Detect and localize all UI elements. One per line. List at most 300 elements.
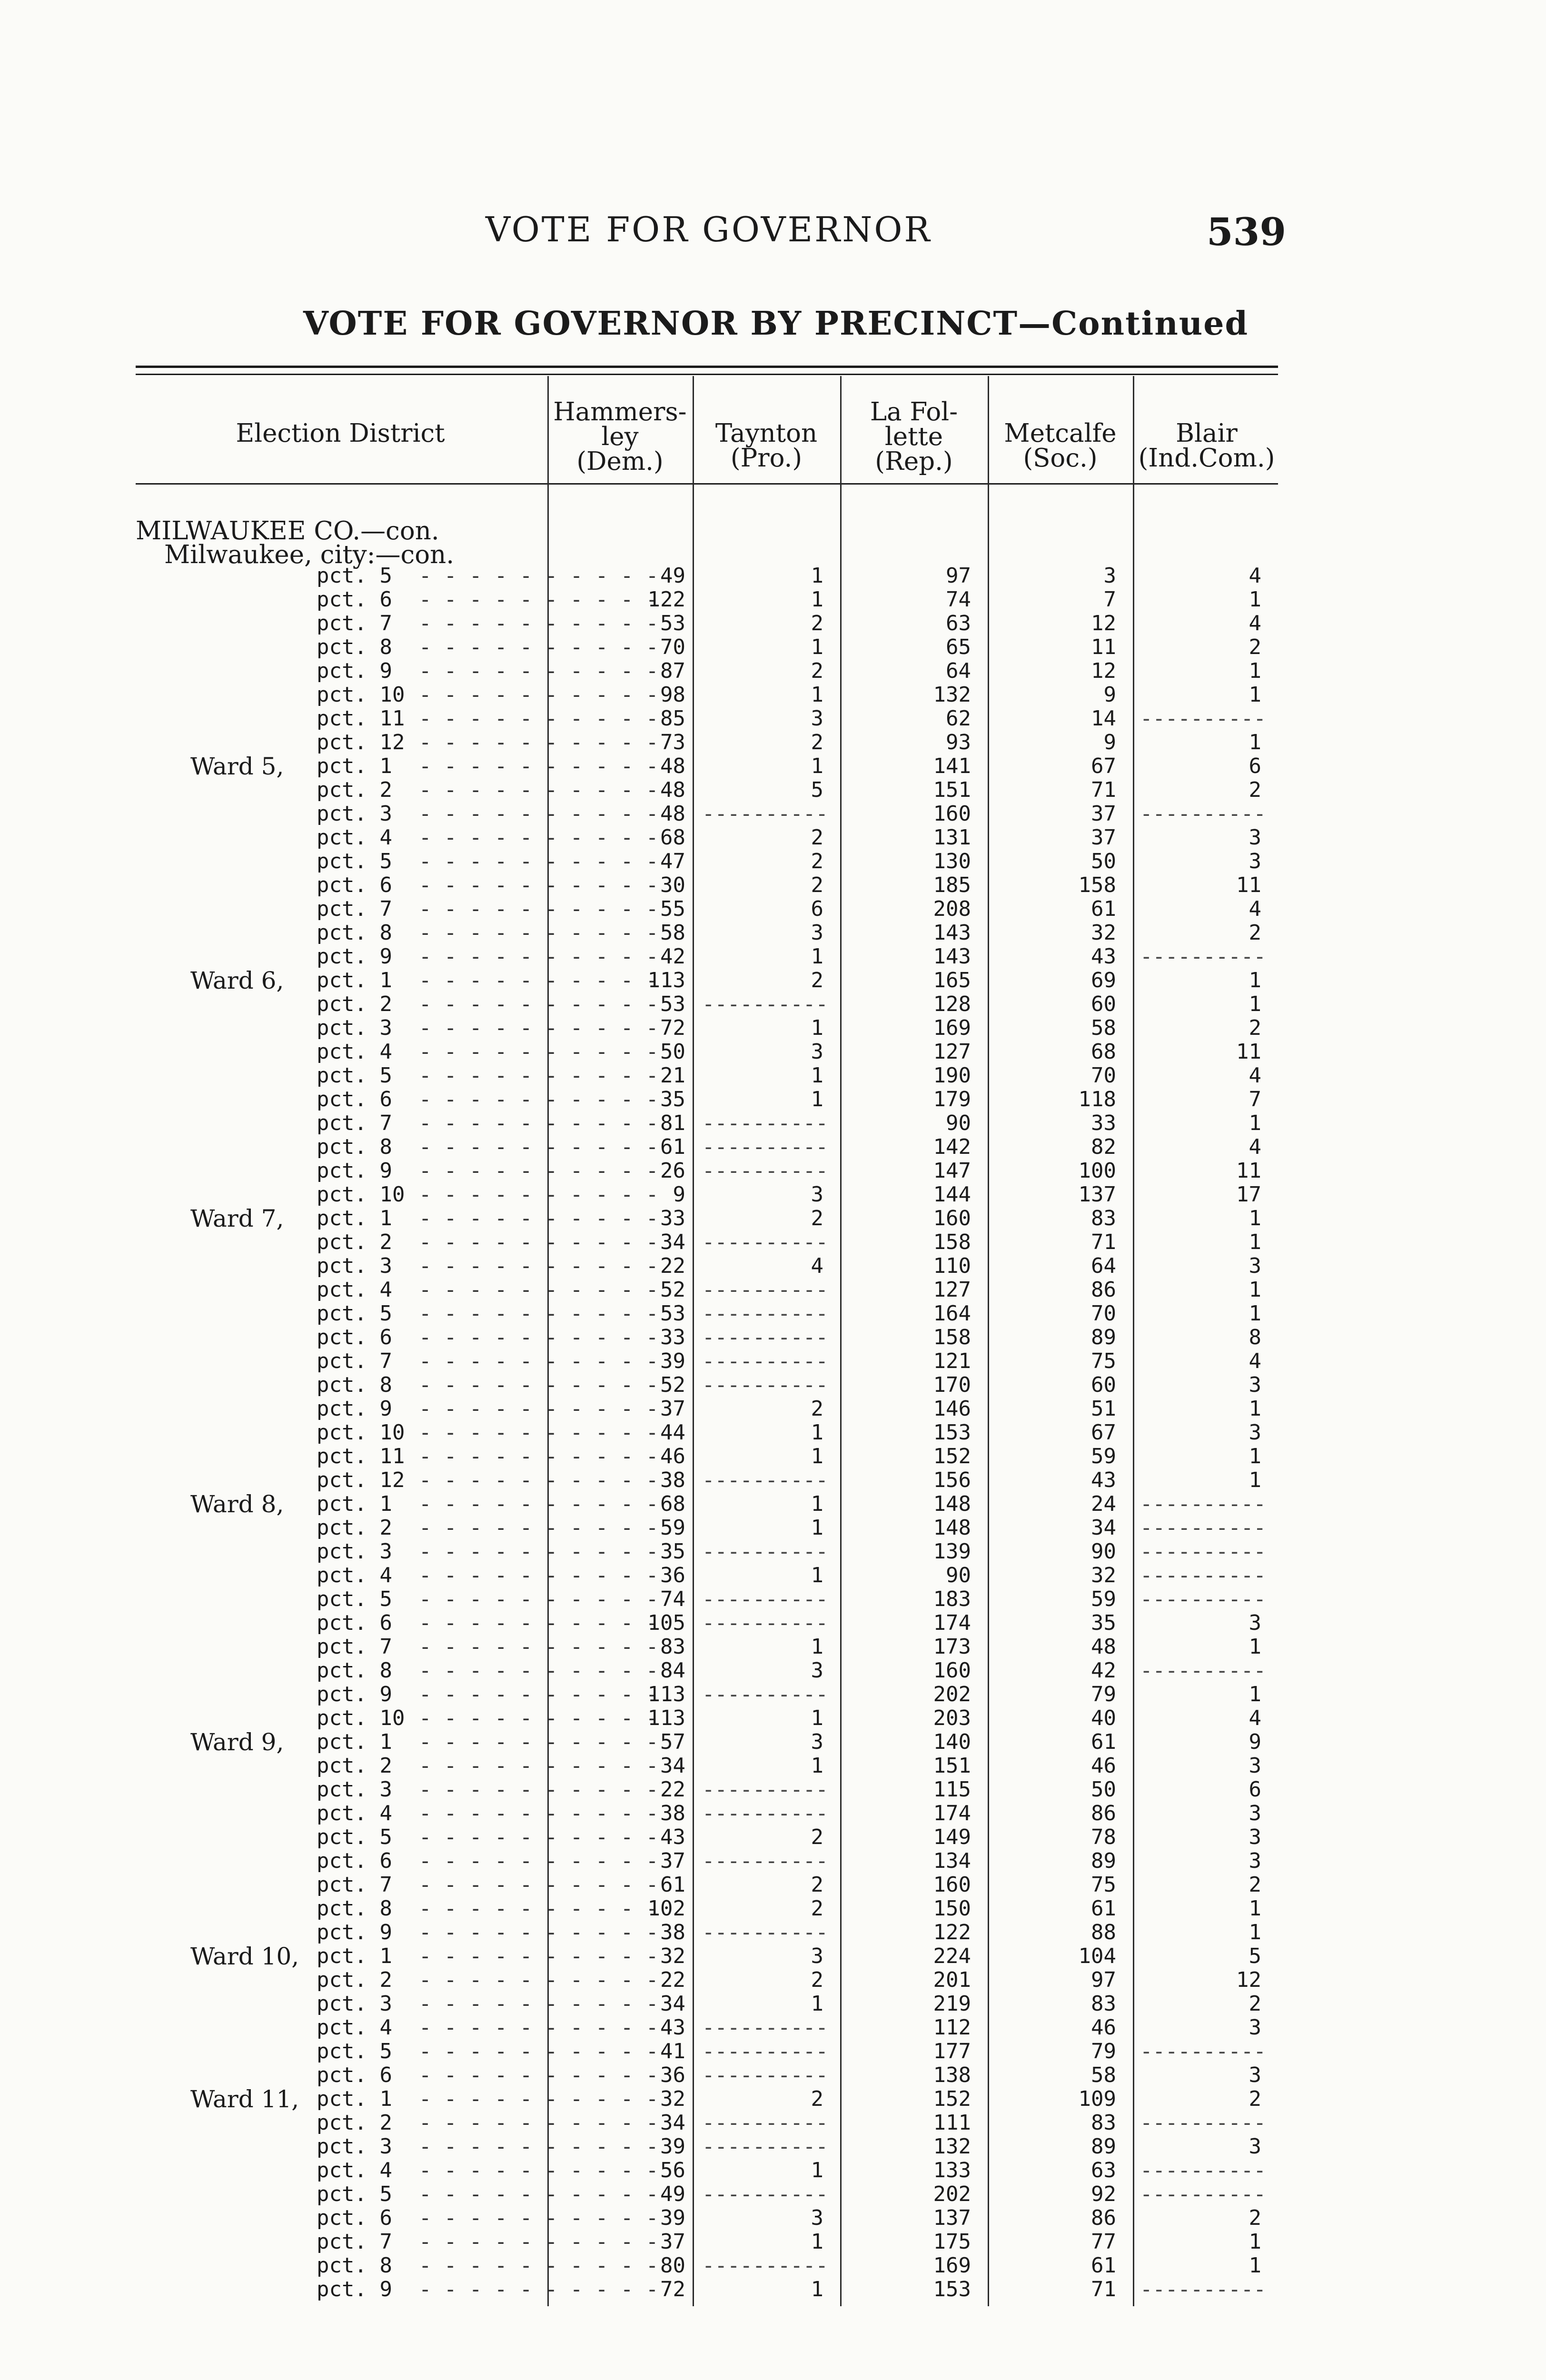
vote-cell-c5: 3: [1249, 825, 1261, 850]
county-heading: MILWAUKEE CO.—con.: [136, 516, 439, 545]
vote-cell-c5: 9: [1249, 1730, 1261, 1754]
vote-cell-c5: 2: [1249, 1873, 1261, 1897]
vote-cell-c5: 1: [1249, 1301, 1261, 1326]
empty-cell-dashes: ----------: [1140, 2182, 1266, 2206]
vote-cell-c4: 11: [1091, 635, 1116, 659]
vote-cell-c4: 33: [1091, 1111, 1116, 1135]
table-row: [0, 1397, 1546, 1421]
table-row: [0, 2278, 1546, 2301]
vote-cell-c1: 9: [673, 1182, 685, 1207]
vote-cell-c1: 48: [660, 802, 685, 826]
table-row: [0, 969, 1546, 992]
precinct-label: pct. 8: [317, 635, 392, 659]
table-row: [0, 1825, 1546, 1849]
vote-cell-c3: 153: [933, 1420, 971, 1445]
precinct-label: pct. 9: [317, 1159, 392, 1183]
vote-cell-c5: 2: [1249, 2206, 1261, 2230]
vote-cell-c1: 61: [660, 1135, 685, 1159]
vote-cell-c2: 2: [811, 849, 823, 873]
vote-cell-c1: 87: [660, 659, 685, 683]
precinct-label: pct. 12: [317, 730, 405, 754]
vote-cell-c3: 160: [933, 1206, 971, 1230]
vote-cell-c1: 98: [660, 683, 685, 707]
vote-cell-c3: 121: [933, 1349, 971, 1373]
precinct-label: pct. 8: [317, 1896, 392, 1921]
leader-dots: - - - - - - - - - -: [419, 611, 659, 635]
empty-cell-dashes: ----------: [702, 1611, 828, 1635]
vote-cell-c2: 1: [811, 587, 823, 612]
top-double-rule-1: [136, 366, 1278, 368]
empty-cell-dashes: ----------: [702, 1159, 828, 1183]
leader-dots: - - - - - - - - - -: [419, 2277, 659, 2301]
vote-cell-c4: 67: [1091, 1420, 1116, 1445]
precinct-label: pct. 5: [317, 1063, 392, 1088]
precinct-label: pct. 4: [317, 1278, 392, 1302]
table-row: [0, 1659, 1546, 1683]
vote-cell-c4: 68: [1091, 1040, 1116, 1064]
table-row: [0, 2087, 1546, 2111]
precinct-label: pct. 5: [317, 1825, 392, 1849]
vote-cell-c3: 174: [933, 1611, 971, 1635]
table-row: [0, 897, 1546, 921]
vote-cell-c4: 14: [1091, 706, 1116, 731]
table-row: [0, 2016, 1546, 2040]
vote-cell-c3: 122: [933, 1920, 971, 1944]
table-row: [0, 1159, 1546, 1183]
vote-cell-c1: 50: [660, 1040, 685, 1064]
empty-cell-dashes: ----------: [702, 1135, 828, 1159]
leader-dots: - - - - - - - - - -: [419, 1896, 659, 1921]
vote-cell-c1: 34: [660, 1754, 685, 1778]
leader-dots: - - - - - - - - - -: [419, 2087, 659, 2111]
precinct-label: pct. 6: [317, 1087, 392, 1111]
column-header-district: Election District: [236, 419, 445, 448]
vote-cell-c1: 22: [660, 1968, 685, 1992]
vote-cell-c3: 141: [933, 754, 971, 778]
vote-cell-c1: 35: [660, 1087, 685, 1111]
leader-dots: - - - - - - - - - -: [419, 944, 659, 969]
column-header-taynton: Taynton (Pro.): [715, 419, 818, 473]
leader-dots: - - - - - - - - - -: [419, 1182, 659, 1207]
leader-dots: - - - - - - - - - -: [419, 873, 659, 897]
precinct-label: pct. 6: [317, 2206, 392, 2230]
vote-cell-c4: 75: [1091, 1349, 1116, 1373]
vote-cell-c4: 83: [1091, 1206, 1116, 1230]
empty-cell-dashes: ----------: [1140, 1563, 1266, 1587]
vote-cell-c3: 190: [933, 1063, 971, 1088]
vote-cell-c5: 4: [1249, 1135, 1261, 1159]
leader-dots: - - - - - - - - - -: [419, 1278, 659, 1302]
vote-cell-c5: 5: [1249, 1944, 1261, 1968]
vote-cell-c3: 203: [933, 1706, 971, 1730]
vote-cell-c1: 68: [660, 825, 685, 850]
vote-cell-c3: 127: [933, 1278, 971, 1302]
table-row: [0, 588, 1546, 612]
vote-cell-c4: 50: [1091, 849, 1116, 873]
precinct-label: pct. 4: [317, 825, 392, 850]
table-row: [0, 754, 1546, 778]
table-row: [0, 1445, 1546, 1468]
leader-dots: - - - - - - - - - -: [419, 2134, 659, 2159]
precinct-label: pct. 2: [317, 2111, 392, 2135]
vote-cell-c1: 38: [660, 1801, 685, 1825]
vote-cell-c5: 1: [1249, 2230, 1261, 2254]
precinct-label: pct. 7: [317, 897, 392, 921]
precinct-label: pct. 2: [317, 1754, 392, 1778]
vote-cell-c5: 2: [1249, 2087, 1261, 2111]
precinct-label: pct. 5: [317, 1301, 392, 1326]
vote-cell-c1: 34: [660, 1992, 685, 2016]
table-row: [0, 1564, 1546, 1587]
leader-dots: - - - - - - - - - -: [419, 1492, 659, 1516]
vote-cell-c3: 138: [933, 2063, 971, 2087]
vote-cell-c3: 165: [933, 968, 971, 992]
table-row: [0, 2230, 1546, 2254]
vote-cell-c1: 44: [660, 1420, 685, 1445]
vote-cell-c4: 58: [1091, 1016, 1116, 1040]
vote-cell-c4: 12: [1091, 659, 1116, 683]
ward-label: Ward 6,: [190, 967, 284, 994]
vote-cell-c4: 37: [1091, 802, 1116, 826]
vote-cell-c3: 63: [946, 611, 971, 635]
table-row: [0, 1540, 1546, 1564]
vote-cell-c2: 2: [811, 611, 823, 635]
vote-cell-c2: 5: [811, 778, 823, 802]
vote-cell-c3: 174: [933, 1801, 971, 1825]
vote-cell-c5: 1: [1249, 1111, 1261, 1135]
vote-cell-c2: 3: [811, 2206, 823, 2230]
empty-cell-dashes: ----------: [1140, 1539, 1266, 1564]
vote-cell-c3: 140: [933, 1730, 971, 1754]
vote-cell-c3: 143: [933, 944, 971, 969]
vote-cell-c5: 7: [1249, 1087, 1261, 1111]
vote-cell-c3: 175: [933, 2230, 971, 2254]
vote-cell-c1: 39: [660, 2134, 685, 2159]
page-number: 539: [1207, 209, 1286, 254]
vote-cell-c4: 32: [1091, 1563, 1116, 1587]
vote-cell-c4: 79: [1091, 1682, 1116, 1706]
vote-cell-c3: 110: [933, 1254, 971, 1278]
vote-cell-c5: 4: [1249, 1706, 1261, 1730]
leader-dots: - - - - - - - - - -: [419, 1754, 659, 1778]
vote-cell-c4: 70: [1091, 1301, 1116, 1326]
vote-cell-c3: 201: [933, 1968, 971, 1992]
vote-cell-c3: 142: [933, 1135, 971, 1159]
precinct-label: pct. 1: [317, 968, 392, 992]
vote-cell-c5: 4: [1249, 1063, 1261, 1088]
table-row: [0, 635, 1546, 659]
leader-dots: - - - - - - - - - -: [419, 635, 659, 659]
vote-cell-c3: 146: [933, 1397, 971, 1421]
vote-cell-c5: 1: [1249, 968, 1261, 992]
leader-dots: - - - - - - - - - -: [419, 1373, 659, 1397]
leader-dots: - - - - - - - - - -: [419, 1206, 659, 1230]
vote-cell-c1: 41: [660, 2039, 685, 2063]
table-row: [0, 1302, 1546, 1326]
precinct-label: pct. 11: [317, 706, 405, 731]
leader-dots: - - - - - - - - - -: [419, 825, 659, 850]
precinct-label: pct. 1: [317, 2087, 392, 2111]
vote-cell-c1: 49: [660, 564, 685, 588]
vote-cell-c5: 3: [1249, 1611, 1261, 1635]
vote-cell-c3: 65: [946, 635, 971, 659]
precinct-label: pct. 3: [317, 802, 392, 826]
table-row: [0, 826, 1546, 850]
leader-dots: - - - - - - - - - -: [419, 1516, 659, 1540]
vote-cell-c1: 21: [660, 1063, 685, 1088]
leader-dots: - - - - - - - - - -: [419, 1325, 659, 1349]
vote-cell-c4: 86: [1091, 1801, 1116, 1825]
vote-cell-c5: 3: [1249, 2063, 1261, 2087]
ward-label: Ward 10,: [190, 1943, 299, 1970]
table-row: [0, 1921, 1546, 1944]
precinct-label: pct. 10: [317, 1420, 405, 1445]
precinct-label: pct. 3: [317, 2134, 392, 2159]
leader-dots: - - - - - - - - - -: [419, 1777, 659, 1802]
precinct-label: pct. 6: [317, 587, 392, 612]
table-row: [0, 1111, 1546, 1135]
vote-cell-c1: 57: [660, 1730, 685, 1754]
vote-cell-c2: 1: [811, 1516, 823, 1540]
table-row: [0, 612, 1546, 635]
vote-cell-c1: 113: [647, 968, 685, 992]
leader-dots: - - - - - - - - - -: [419, 1063, 659, 1088]
vote-cell-c3: 158: [933, 1325, 971, 1349]
table-row: [0, 2135, 1546, 2159]
table-row: [0, 1611, 1546, 1635]
table-row: [0, 1326, 1546, 1349]
table-row: [0, 1873, 1546, 1897]
vote-cell-c2: 3: [811, 1730, 823, 1754]
vote-cell-c5: 6: [1249, 754, 1261, 778]
ward-label: Ward 5,: [190, 753, 284, 780]
vote-cell-c5: 1: [1249, 1230, 1261, 1254]
vote-cell-c3: 202: [933, 2182, 971, 2206]
leader-dots: - - - - - - - - - -: [419, 1587, 659, 1611]
vote-cell-c5: 2: [1249, 778, 1261, 802]
vote-cell-c3: 132: [933, 683, 971, 707]
leader-dots: - - - - - - - - - -: [419, 1420, 659, 1445]
empty-cell-dashes: ----------: [702, 1587, 828, 1611]
vote-cell-c5: 1: [1249, 2253, 1261, 2278]
empty-cell-dashes: ----------: [702, 1325, 828, 1349]
precinct-label: pct. 3: [317, 1016, 392, 1040]
vote-cell-c3: 224: [933, 1944, 971, 1968]
vote-cell-c4: 35: [1091, 1611, 1116, 1635]
precinct-label: pct. 5: [317, 2182, 392, 2206]
vote-cell-c3: 179: [933, 1087, 971, 1111]
vote-cell-c2: 3: [811, 1040, 823, 1064]
empty-cell-dashes: ----------: [702, 1349, 828, 1373]
precinct-label: pct. 5: [317, 564, 392, 588]
table-row: [0, 1897, 1546, 1921]
table-row: [0, 1207, 1546, 1230]
table-row: [0, 2040, 1546, 2063]
vote-cell-c3: 169: [933, 2253, 971, 2278]
precinct-label: pct. 6: [317, 1325, 392, 1349]
vote-cell-c3: 127: [933, 1040, 971, 1064]
vote-cell-c1: 113: [647, 1706, 685, 1730]
vote-cell-c2: 1: [811, 1635, 823, 1659]
ward-label: Ward 8,: [190, 1490, 284, 1518]
vote-cell-c1: 33: [660, 1206, 685, 1230]
table-row: [0, 1683, 1546, 1706]
vote-cell-c1: 85: [660, 706, 685, 731]
vote-cell-c1: 70: [660, 635, 685, 659]
leader-dots: - - - - - - - - - -: [419, 1849, 659, 1873]
precinct-label: pct. 7: [317, 2230, 392, 2254]
empty-cell-dashes: ----------: [702, 1373, 828, 1397]
precinct-label: pct. 9: [317, 659, 392, 683]
vote-cell-c5: 3: [1249, 849, 1261, 873]
vote-cell-c1: 73: [660, 730, 685, 754]
table-row: [0, 992, 1546, 1016]
vote-cell-c1: 48: [660, 754, 685, 778]
vote-cell-c1: 22: [660, 1254, 685, 1278]
table-row: [0, 1587, 1546, 1611]
vote-cell-c3: 219: [933, 1992, 971, 2016]
vote-cell-c3: 156: [933, 1468, 971, 1492]
vote-cell-c2: 1: [811, 2277, 823, 2301]
column-header-blair: Blair (Ind.Com.): [1138, 419, 1275, 473]
vote-cell-c1: 26: [660, 1159, 685, 1183]
vote-cell-c2: 6: [811, 897, 823, 921]
vote-cell-c1: 35: [660, 1539, 685, 1564]
vote-cell-c2: 1: [811, 1992, 823, 2016]
vote-cell-c5: 1: [1249, 1896, 1261, 1921]
vote-cell-c3: 134: [933, 1849, 971, 1873]
empty-cell-dashes: ----------: [702, 2063, 828, 2087]
vote-cell-c1: 33: [660, 1325, 685, 1349]
empty-cell-dashes: ----------: [702, 1539, 828, 1564]
table-row: [0, 1088, 1546, 1111]
leader-dots: - - - - - - - - - -: [419, 1658, 659, 1683]
vote-cell-c3: 137: [933, 2206, 971, 2230]
leader-dots: - - - - - - - - - -: [419, 2253, 659, 2278]
table-row: [0, 1706, 1546, 1730]
vote-cell-c3: 143: [933, 921, 971, 945]
vote-cell-c2: 2: [811, 1896, 823, 1921]
vote-cell-c3: 151: [933, 1754, 971, 1778]
vote-cell-c1: 36: [660, 2063, 685, 2087]
vote-cell-c4: 70: [1091, 1063, 1116, 1088]
vote-cell-c2: 1: [811, 2230, 823, 2254]
leader-dots: - - - - - - - - - -: [419, 1944, 659, 1968]
table-row: [0, 1778, 1546, 1802]
table-row: [0, 1230, 1546, 1254]
vote-cell-c1: 34: [660, 2111, 685, 2135]
precinct-label: pct. 5: [317, 849, 392, 873]
vote-cell-c5: 3: [1249, 1849, 1261, 1873]
precinct-label: pct. 6: [317, 873, 392, 897]
vote-cell-c5: 1: [1249, 683, 1261, 707]
vote-cell-c4: 90: [1091, 1539, 1116, 1564]
vote-cell-c4: 92: [1091, 2182, 1116, 2206]
vote-cell-c2: 1: [811, 564, 823, 588]
vote-cell-c1: 43: [660, 2015, 685, 2040]
vote-cell-c4: 48: [1091, 1635, 1116, 1659]
leader-dots: - - - - - - - - - -: [419, 1968, 659, 1992]
leader-dots: - - - - - - - - - -: [419, 1040, 659, 1064]
vote-cell-c4: 42: [1091, 1658, 1116, 1683]
vote-cell-c1: 53: [660, 992, 685, 1016]
vote-cell-c4: 61: [1091, 1730, 1116, 1754]
vote-cell-c1: 84: [660, 1658, 685, 1683]
precinct-label: pct. 12: [317, 1468, 405, 1492]
precinct-label: pct. 2: [317, 992, 392, 1016]
table-row: [0, 2182, 1546, 2206]
vote-cell-c4: 78: [1091, 1825, 1116, 1849]
vote-cell-c4: 88: [1091, 1920, 1116, 1944]
vote-cell-c3: 150: [933, 1896, 971, 1921]
table-row: [0, 1635, 1546, 1659]
vote-cell-c3: 152: [933, 1444, 971, 1468]
leader-dots: - - - - - - - - - -: [419, 564, 659, 588]
vote-cell-c4: 61: [1091, 2253, 1116, 2278]
vote-cell-c2: 2: [811, 730, 823, 754]
city-heading: Milwaukee, city:—con.: [164, 540, 455, 569]
vote-cell-c1: 83: [660, 1635, 685, 1659]
precinct-label: pct. 6: [317, 2063, 392, 2087]
vote-cell-c4: 61: [1091, 1896, 1116, 1921]
vote-cell-c2: 1: [811, 1420, 823, 1445]
precinct-label: pct. 7: [317, 1349, 392, 1373]
leader-dots: - - - - - - - - - -: [419, 2182, 659, 2206]
leader-dots: - - - - - - - - - -: [419, 1397, 659, 1421]
leader-dots: - - - - - - - - - -: [419, 2111, 659, 2135]
leader-dots: - - - - - - - - - -: [419, 1706, 659, 1730]
precinct-label: pct. 2: [317, 1230, 392, 1254]
vote-cell-c4: 59: [1091, 1587, 1116, 1611]
vote-cell-c3: 158: [933, 1230, 971, 1254]
empty-cell-dashes: ----------: [702, 802, 828, 826]
leader-dots: - - - - - - - - - -: [419, 921, 659, 945]
leader-dots: - - - - - - - - - -: [419, 897, 659, 921]
table-row: [0, 802, 1546, 826]
vote-cell-c4: 58: [1091, 2063, 1116, 2087]
precinct-label: pct. 9: [317, 944, 392, 969]
precinct-label: pct. 2: [317, 1516, 392, 1540]
vote-cell-c3: 90: [946, 1563, 971, 1587]
empty-cell-dashes: ----------: [702, 1777, 828, 1802]
precinct-label: pct. 5: [317, 2039, 392, 2063]
leader-dots: - - - - - - - - - -: [419, 1016, 659, 1040]
vote-cell-c2: 2: [811, 1397, 823, 1421]
precinct-label: pct. 8: [317, 1658, 392, 1683]
precinct-label: pct. 9: [317, 1397, 392, 1421]
vote-cell-c1: 49: [660, 2182, 685, 2206]
vote-cell-c3: 139: [933, 1539, 971, 1564]
vote-cell-c5: 4: [1249, 897, 1261, 921]
vote-cell-c2: 1: [811, 944, 823, 969]
empty-cell-dashes: ----------: [702, 1278, 828, 1302]
vote-cell-c4: 82: [1091, 1135, 1116, 1159]
vote-cell-c4: 89: [1091, 1849, 1116, 1873]
leader-dots: - - - - - - - - - -: [419, 587, 659, 612]
table-row: [0, 659, 1546, 683]
vote-cell-c3: 130: [933, 849, 971, 873]
vote-cell-c3: 202: [933, 1682, 971, 1706]
precinct-label: pct. 4: [317, 1563, 392, 1587]
vote-cell-c3: 93: [946, 730, 971, 754]
table-row: [0, 564, 1546, 588]
precinct-label: pct. 7: [317, 1635, 392, 1659]
vote-cell-c1: 53: [660, 1301, 685, 1326]
vote-cell-c1: 30: [660, 873, 685, 897]
vote-cell-c3: 132: [933, 2134, 971, 2159]
empty-cell-dashes: ----------: [702, 2039, 828, 2063]
table-row: [0, 1516, 1546, 1540]
